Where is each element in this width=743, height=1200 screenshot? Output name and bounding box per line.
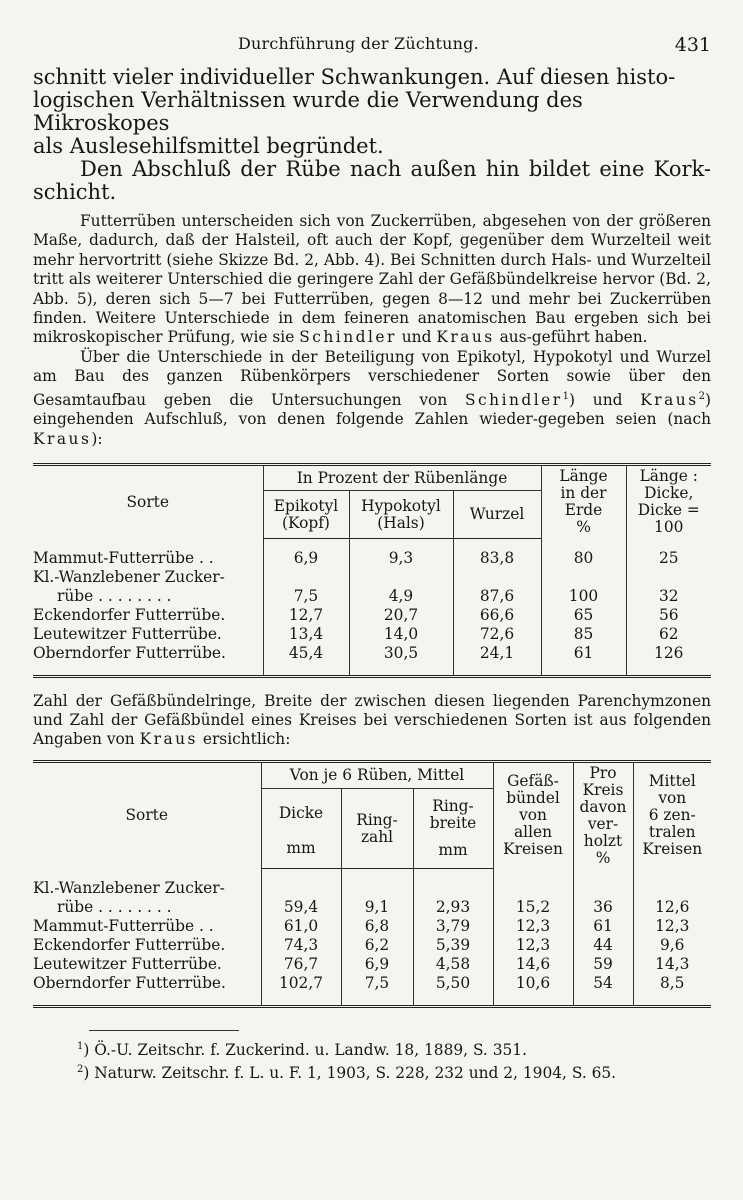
col-header-sorte: Sorte bbox=[125, 806, 168, 825]
footnote-2 bbox=[33, 1060, 711, 1083]
footnote-text: ) Naturw. Zeitschr. f. L. u. F. 1, 1903, S. 228, 232 und 2, 1904, S. 65. bbox=[83, 1064, 617, 1083]
table-row: rübe . . . . . . . . 7,5 4,9 87,6 100 32 bbox=[33, 587, 711, 606]
paragraph-text: Über die Unterschiede in der Beteiligung von Epikotyl, Hypokotyl und Wurzel am Bau des ganzen Rübenkörpers verschiedener Sorten sowie über den Gesamtaufbau geben die Untersuchungen von bbox=[33, 347, 711, 409]
col-group-header: Von je 6 Rüben, Mittel bbox=[261, 761, 493, 789]
kork-paragraph: Den Abschluß der Rübe nach außen hin bildet eine Kork-schicht. bbox=[33, 157, 711, 204]
table-rueben-proportionen bbox=[33, 463, 711, 678]
table-row: Kl.-Wanzlebener Zucker- bbox=[33, 879, 711, 898]
author-name: Schindler bbox=[465, 390, 563, 409]
book-page bbox=[33, 26, 711, 1083]
footnote-1 bbox=[33, 1037, 711, 1060]
col-header-mittel: Mittel von 6 zen- tralen Kreisen bbox=[633, 761, 711, 869]
col-header-dicke: Dicke mm bbox=[261, 789, 341, 869]
col-header-wurzel: Wurzel bbox=[453, 491, 541, 538]
paragraph-text: Futterrüben unterscheiden sich von Zuckerrüben, abgesehen von der größeren Maße, dadurch, daß der Halsteil, oft auch der Kopf, gegenüber dem Wurzelteil weit mehr hervortritt (siehe Skizze Bd. 2, Abb. 4). Bei Schnitten durch Hals- und Wurzelteil tritt als weiterer Unterschied die geringere Zahl der Gefäßbündelkreise hervor (Bd. 2, Abb. 5), deren sich 5—7 bei Futterrüben, gegen 8—12 und mehr bei Zuckerrüben finden. Weitere Unterschiede in dem feineren anatomischen Bau ergeben sich bei mikroskopischer Prüfung, wie sie bbox=[33, 212, 711, 347]
col-header-hypokotyl: Hypokotyl (Hals) bbox=[349, 491, 453, 538]
paragraph-text: ) und bbox=[569, 390, 641, 409]
col-group-header: In Prozent der Rübenlänge bbox=[263, 465, 541, 491]
author-name: Kraus bbox=[33, 429, 92, 448]
footnote-divider bbox=[89, 1030, 239, 1031]
table-row: Leutewitzer Futterrübe. 13,4 14,0 72,6 85 62 bbox=[33, 625, 711, 644]
running-head bbox=[33, 26, 711, 66]
col-header-gefaessbuendel: Gefäß- bündel von allen Kreisen bbox=[493, 761, 573, 869]
col-header-sorte: Sorte bbox=[126, 492, 169, 511]
unterschiede-paragraph bbox=[33, 348, 711, 449]
table-row: Mammut-Futterrübe . . 6,9 9,3 83,8 80 25 bbox=[33, 549, 711, 568]
table-row: Oberndorfer Futterrübe. 102,7 7,5 5,50 10,6 54 8,5 bbox=[33, 974, 711, 993]
col-header-laenge-erde: Länge in der Erde % bbox=[541, 465, 626, 539]
col-header-pro-kreis: Pro Kreis davon ver- holzt % bbox=[573, 761, 633, 869]
author-name: Schindler bbox=[299, 328, 397, 347]
table-row: Mammut-Futterrübe . . 61,0 6,8 3,79 12,3 61 12,3 bbox=[33, 917, 711, 936]
footnote-mark: 1 bbox=[77, 1041, 84, 1053]
intro-line: logischen Verhältnissen wurde die Verwendung des Mikroskopes bbox=[33, 88, 583, 135]
author-name: Kraus bbox=[640, 390, 699, 409]
table-row: Kl.-Wanzlebener Zucker- bbox=[33, 568, 711, 587]
col-header-epikotyl: Epikotyl (Kopf) bbox=[263, 491, 349, 538]
table-row: Oberndorfer Futterrübe. 45,4 30,5 24,1 61 126 bbox=[33, 644, 711, 663]
paragraph-text: und bbox=[396, 328, 437, 347]
paragraph-text: ) eingehenden Aufschluß, von denen folgende Zahlen wieder-gegeben seien (nach bbox=[33, 390, 711, 429]
page-number: 431 bbox=[674, 34, 711, 56]
paragraph-text: aus-geführt haben. bbox=[494, 328, 648, 347]
intro-line: schnitt vieler individueller Schwankungen. Auf diesen histo- bbox=[33, 65, 676, 89]
futterrueben-paragraph bbox=[33, 212, 711, 348]
table-row: Eckendorfer Futterrübe. 12,7 20,7 66,6 65 56 bbox=[33, 606, 711, 625]
paragraph-text: ersichtlich: bbox=[197, 730, 291, 749]
table-row: Eckendorfer Futterrübe. 74,3 6,2 5,39 12,3 44 9,6 bbox=[33, 936, 711, 955]
intro-line: als Auslesehilfsmittel begründet. bbox=[33, 134, 384, 158]
paragraph-text: ): bbox=[91, 429, 103, 448]
footnote-ref: 2 bbox=[698, 390, 705, 402]
intro-paragraph bbox=[33, 66, 711, 158]
footnote-mark: 2 bbox=[77, 1064, 84, 1076]
col-header-laenge-dicke: Länge : Dicke, Dicke = 100 bbox=[626, 465, 711, 539]
col-header-ringbreite: Ring- breite mm bbox=[413, 789, 493, 869]
table-row: rübe . . . . . . . . 59,4 9,1 2,93 15,2 36 12,6 bbox=[33, 898, 711, 917]
footnote-ref: 1 bbox=[562, 390, 570, 402]
paragraph-text: Zahl der Gefäßbündelringe, Breite der zwischen diesen liegenden Parenchymzonen und Zahl der Gefäßbündel eines Kreises bei verschiedenen Sorten ist aus folgenden Angaben von bbox=[33, 691, 711, 749]
table-gefaessbuendel bbox=[33, 760, 711, 1009]
footnote-text: ) Ö.-U. Zeitschr. f. Zuckerind. u. Landw. 18, 1889, S. 351. bbox=[83, 1041, 527, 1060]
author-name: Kraus bbox=[436, 328, 495, 347]
running-head-title: Durchführung der Züchtung. bbox=[238, 34, 479, 53]
col-header-ringzahl: Ring- zahl bbox=[341, 789, 413, 869]
gefaessbuendel-paragraph bbox=[33, 692, 711, 750]
author-name: Kraus bbox=[139, 730, 198, 749]
table-row: Leutewitzer Futterrübe. 76,7 6,9 4,58 14,6 59 14,3 bbox=[33, 955, 711, 974]
